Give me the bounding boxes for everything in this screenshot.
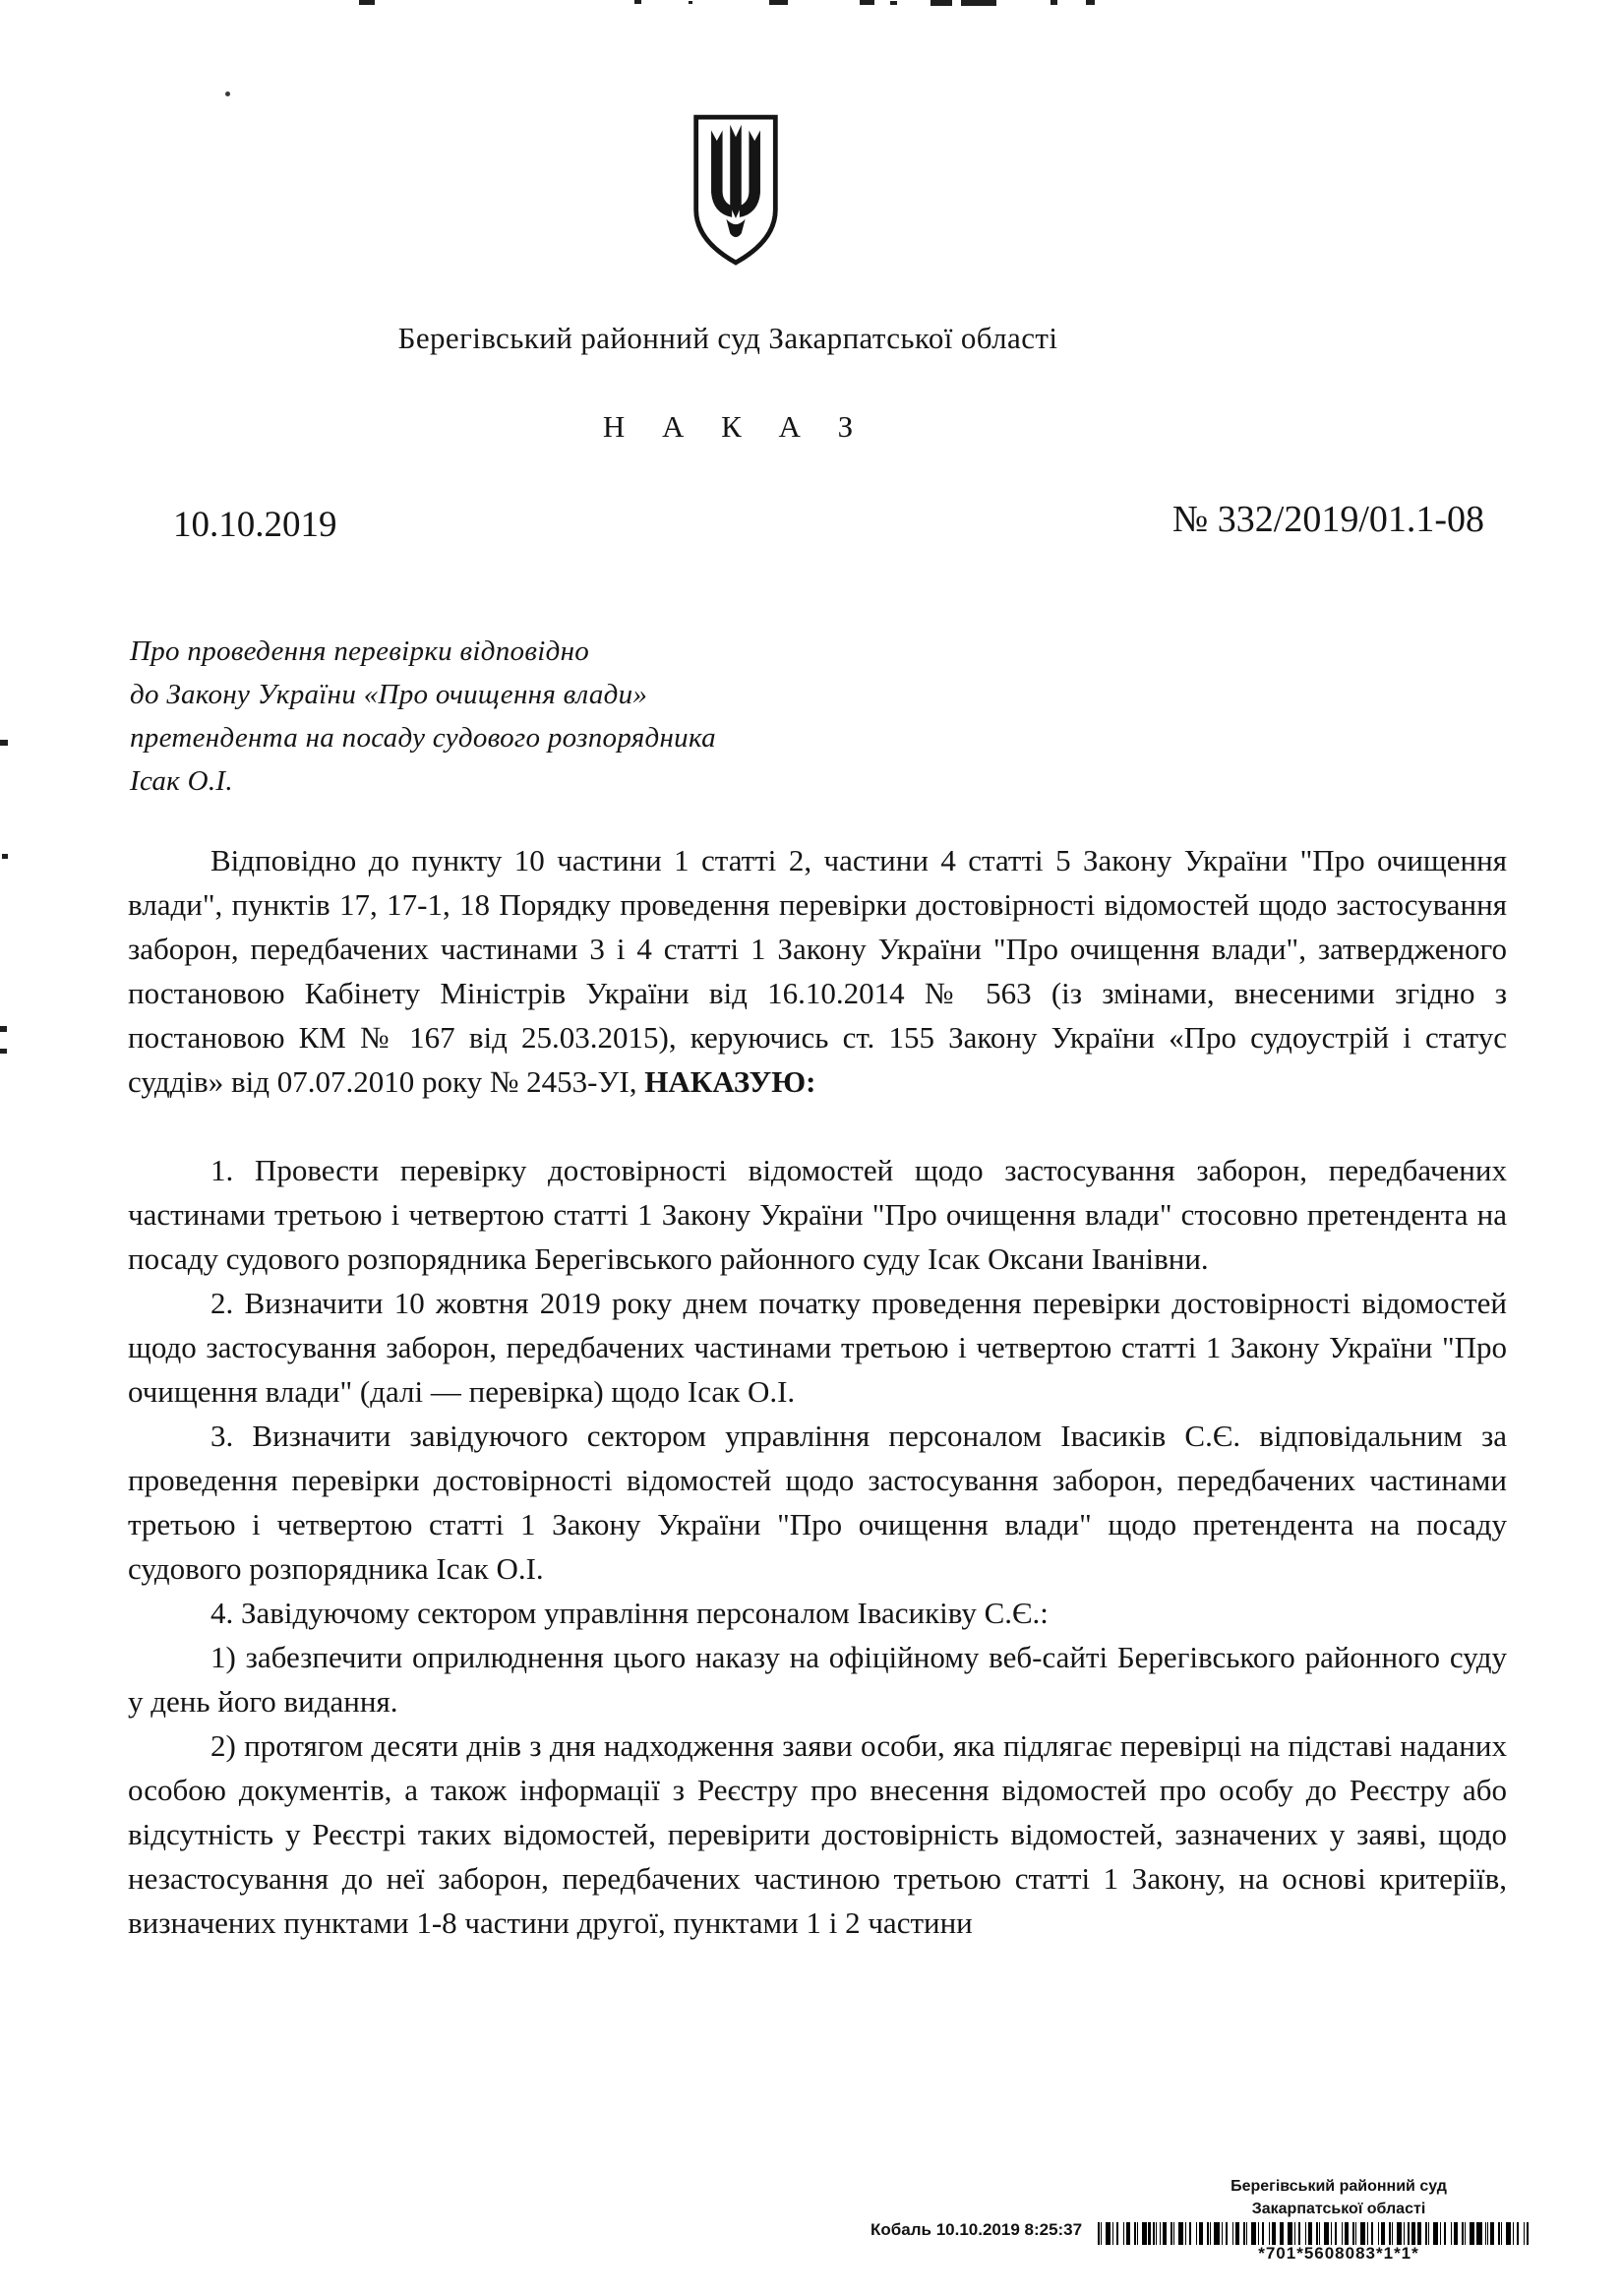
scan-artifact — [359, 0, 375, 5]
scan-artifact — [0, 740, 8, 746]
scan-artifact — [961, 0, 996, 6]
scan-artifact — [225, 91, 230, 96]
subject-line: Про проведення перевірки відповідно — [130, 635, 590, 667]
scan-artifact — [1086, 0, 1095, 5]
order-item-2: 2. Визначити 10 жовтня 2019 року днем початку проведення перевірки достовірності відомостей щодо застосування заборон, передбачених частинами третьою і четвертою статті 1 Закону України "Про очищення влади" (далі — перевірка) щодо Ісак О.І. — [128, 1286, 1507, 1409]
subject-line: до Закону України «Про очищення влади» — [130, 679, 648, 710]
ukraine-trident-emblem-icon — [689, 111, 783, 271]
preamble-text: Відповідно до пункту 10 частини 1 статті 2, частини 4 статті 5 Закону України "Про очищення влади", пунктів 17, 17-1, 18 Порядку проведення перевірки достовірності відомостей щодо застосування заборон, передбачених частинами 3 і 4 статті 1 Закону України "Про очищення влади", затвердженого постановою Кабінету Міністрів України від 16.10.2014 № 563 (із змінами, внесеними згідно з постановою КМ № 167 від 25.03.2015), керуючись ст. 155 Закону України «Про судоустрій і статус суддів» від 07.07.2010 року № 2453-УІ, — [128, 843, 1507, 1099]
scan-artifact — [860, 0, 874, 5]
order-item-1: 1. Провести перевірку достовірності відомостей щодо застосування заборон, передбачених частинами третьою і четвертою статті 1 Закону України "Про очищення влади" стосовно претендента на посаду судового розпорядника Берегівського районного суду Ісак Оксани Іванівни. — [128, 1153, 1507, 1276]
stamp-court-name: Берегівський районний суд — [1231, 2178, 1447, 2195]
order-item-4: 4. Завідуючому сектором управління персоналом Івасиківу С.Є.: — [210, 1596, 1049, 1630]
scan-artifact — [890, 1, 897, 5]
barcode — [1098, 2222, 1529, 2245]
preamble-bold-word: НАКАЗУЮ: — [644, 1064, 816, 1099]
scan-artifact — [0, 1049, 7, 1054]
scan-artifact — [689, 1, 692, 4]
scan-artifact — [769, 0, 788, 5]
scan-artifact — [2, 854, 8, 859]
order-body — [128, 838, 1507, 1945]
scan-artifact — [0, 1026, 7, 1032]
order-subitem-1: 1) забезпечити оприлюднення цього наказу на офіційному веб-сайті Берегівського районного суду у день його видання. — [128, 1640, 1507, 1719]
subject-block — [130, 630, 716, 803]
scan-artifact — [634, 0, 641, 4]
scan-artifact — [1051, 0, 1057, 5]
scan-artifact — [931, 0, 952, 6]
document-type-title: Н А К А З — [602, 409, 869, 444]
stamp-court-region: Закарпатської області — [1251, 2201, 1426, 2217]
preamble-paragraph — [128, 838, 1507, 1104]
document-number: № 332/2019/01.1-08 — [1172, 499, 1485, 540]
order-subitem-2: 2) протягом десяти днів з дня надходження заяви особи, яка підлягає перевірці на підставі наданих особою документів, а також інформації з Реєстру про внесення відомостей про особу до Реєстру або відсутність у Реєстрі таких відомостей, перевірити достовірність відомостей, зазначених у заяві, щодо незастосування до неї заборон, передбачених частиною третьою статті 1 Закону, на основі критеріїв, визначених пунктами 1-8 частини другої, пунктами 1 і 2 частини — [128, 1728, 1507, 1940]
court-name-heading: Берегівський районний суд Закарпатської області — [397, 321, 1058, 355]
subject-line: Ісак О.І. — [130, 765, 233, 797]
stamp-signer-timestamp: Кобаль 10.10.2019 8:25:37 — [871, 2220, 1083, 2239]
barcode-text: *701*5608083*1*1* — [1258, 2244, 1419, 2263]
document-date: 10.10.2019 — [173, 505, 337, 545]
order-item-3: 3. Визначити завідуючого сектором управління персоналом Івасиків С.Є. відповідальним за проведення перевірки достовірності відомостей щодо застосування заборон, передбачених частинами третьою і четвертою статті 1 Закону України "Про очищення влади" щодо претендента на посаду судового розпорядника Ісак О.І. — [128, 1419, 1507, 1586]
subject-line: претендента на посаду судового розпорядника — [130, 722, 716, 754]
